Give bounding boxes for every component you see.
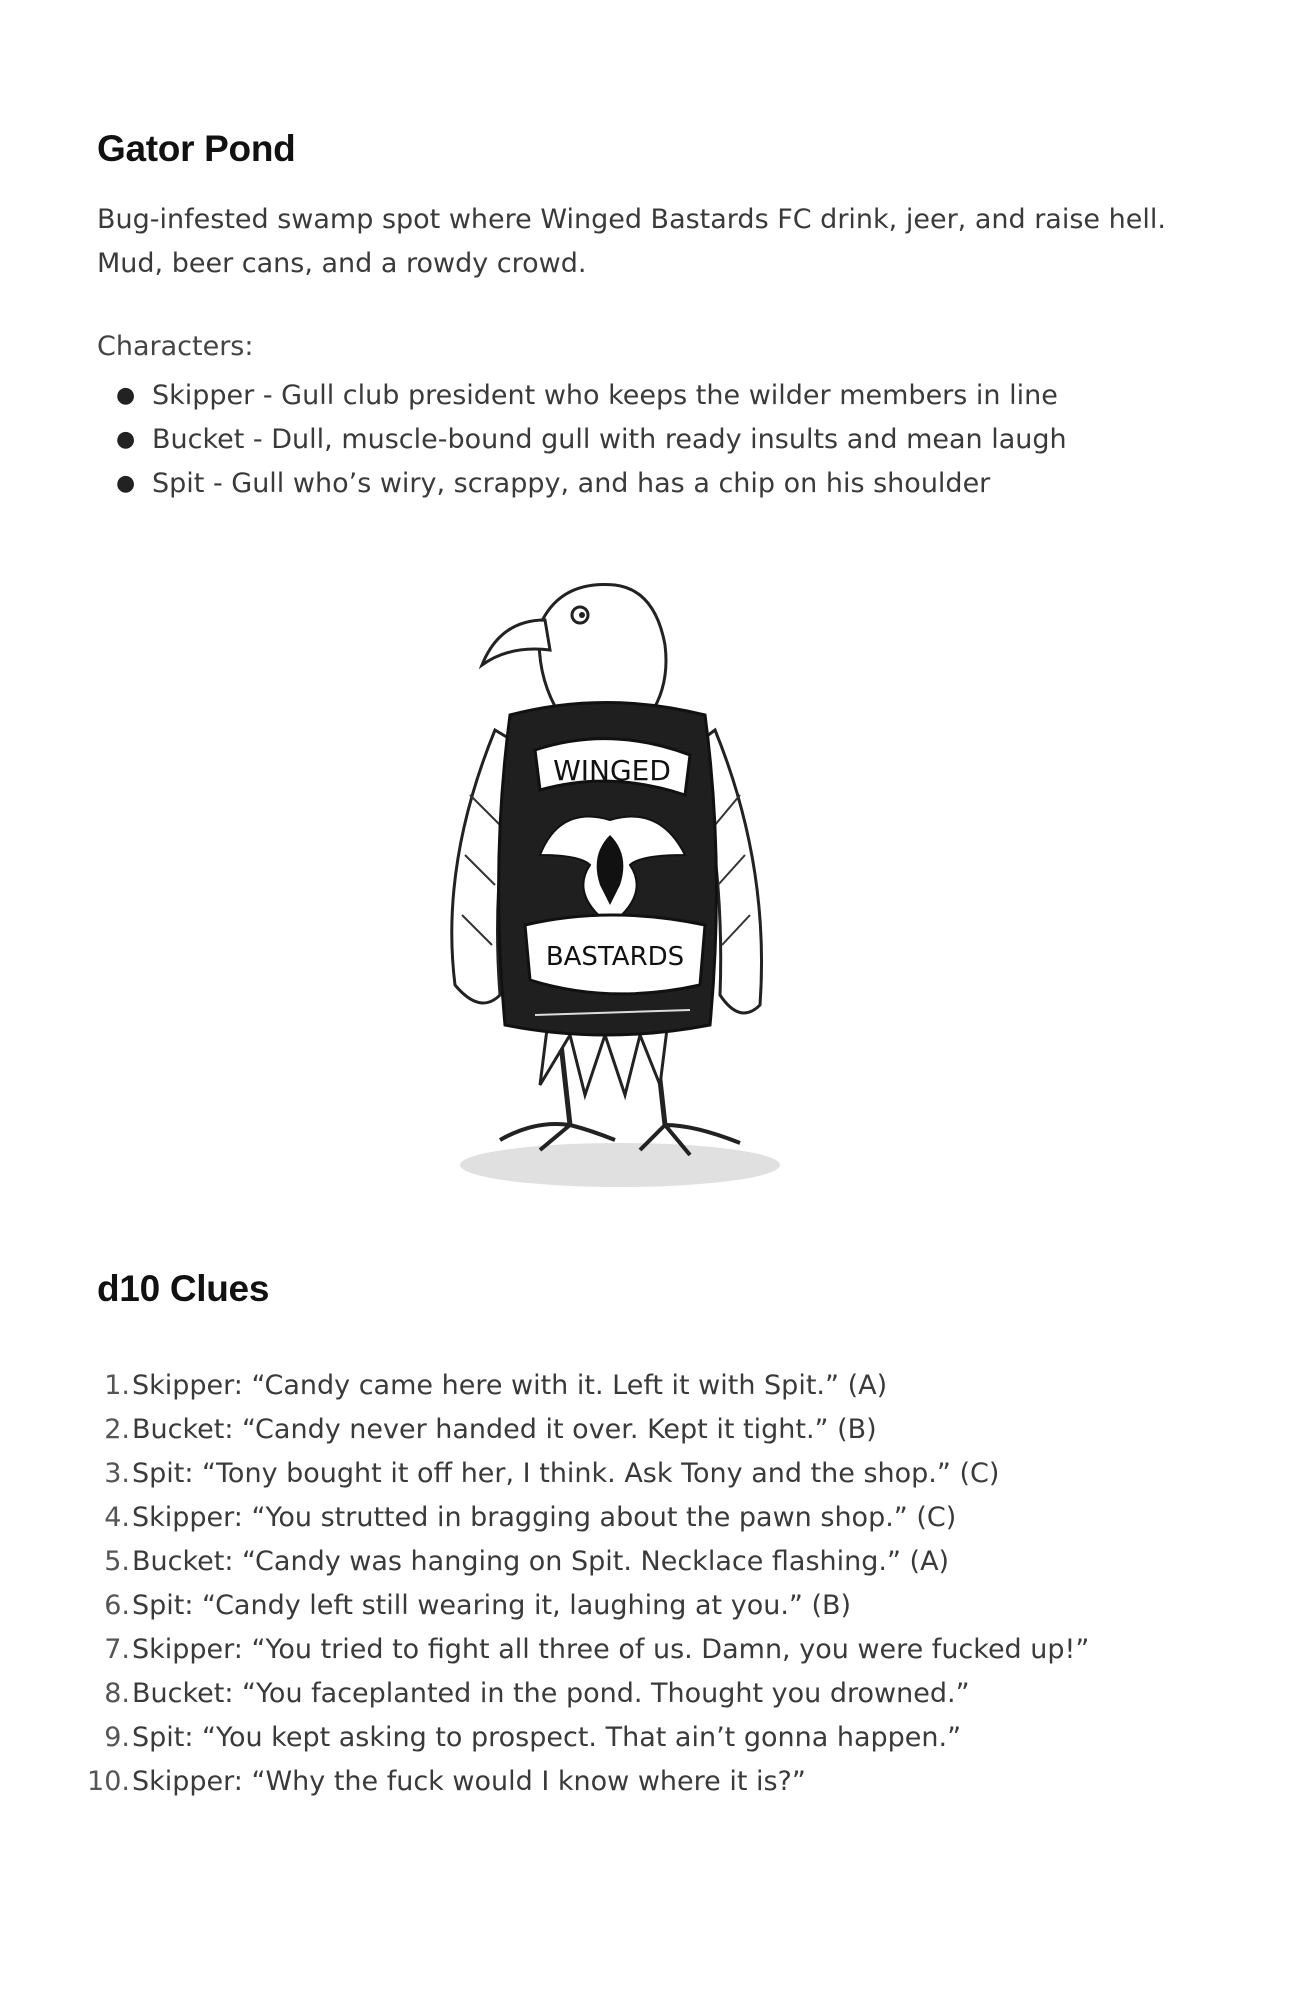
clue-item <box>80 1584 1230 1628</box>
clue-item <box>80 1760 1230 1804</box>
clue-text: Spit: “Tony bought it off her, I think. Ask Tony and the shop.” (C) <box>132 1458 1000 1489</box>
clue-number: 8. <box>104 1678 130 1709</box>
bullet-icon: ● <box>116 427 136 452</box>
clue-list <box>80 1364 1230 1804</box>
character-item <box>112 462 1212 506</box>
patch-top-text: WINGED <box>553 754 671 787</box>
clue-text: Skipper: “Candy came here with it. Left it with Spit.” (A) <box>132 1370 888 1401</box>
clue-item <box>80 1540 1230 1584</box>
gull-biker-vest-illustration <box>440 565 800 1205</box>
clue-number: 10. <box>87 1766 130 1797</box>
clue-number: 9. <box>104 1722 130 1753</box>
character-item <box>112 374 1212 418</box>
page-title: Gator Pond <box>97 128 296 169</box>
clue-text: Spit: “You kept asking to prospect. That ain’t gonna happen.” <box>132 1722 962 1753</box>
character-text: Spit - Gull who’s wiry, scrappy, and has a chip on his shoulder <box>152 468 991 499</box>
character-list <box>112 374 1212 506</box>
clue-text: Bucket: “Candy was hanging on Spit. Necklace flashing.” (A) <box>132 1546 950 1577</box>
location-description: Bug-infested swamp spot where Winged Bastards FC drink, jeer, and raise hell. Mud, beer cans, and a rowdy crowd. <box>97 204 1166 279</box>
clue-item <box>80 1628 1230 1672</box>
clues-heading: d10 Clues <box>97 1268 270 1309</box>
patch-bottom-text: BASTARDS <box>545 942 685 972</box>
character-text: Skipper - Gull club president who keeps the wilder members in line <box>152 380 1058 411</box>
clue-text: Bucket: “You faceplanted in the pond. Thought you drowned.” <box>132 1678 970 1709</box>
clue-item <box>80 1496 1230 1540</box>
clue-number: 2. <box>104 1414 130 1445</box>
clue-number: 5. <box>104 1546 130 1577</box>
characters-label: Characters: <box>97 331 254 362</box>
clue-text: Spit: “Candy left still wearing it, laughing at you.” (B) <box>132 1590 852 1621</box>
clue-item <box>80 1364 1230 1408</box>
clue-text: Skipper: “Why the fuck would I know where it is?” <box>132 1766 806 1797</box>
clue-item <box>80 1408 1230 1452</box>
bullet-icon: ● <box>116 383 136 408</box>
clue-text: Skipper: “You strutted in bragging about the pawn shop.” (C) <box>132 1502 957 1533</box>
character-item <box>112 418 1212 462</box>
clue-number: 1. <box>104 1370 130 1401</box>
clue-item <box>80 1672 1230 1716</box>
clue-number: 3. <box>104 1458 130 1489</box>
clue-text: Skipper: “You tried to fight all three of us. Damn, you were fucked up!” <box>132 1634 1090 1665</box>
clue-item <box>80 1716 1230 1760</box>
clue-number: 6. <box>104 1590 130 1621</box>
clue-number: 7. <box>104 1634 130 1665</box>
clue-text: Bucket: “Candy never handed it over. Kept it tight.” (B) <box>132 1414 877 1445</box>
character-text: Bucket - Dull, muscle-bound gull with ready insults and mean laugh <box>152 424 1067 455</box>
clue-number: 4. <box>104 1502 130 1533</box>
clue-item <box>80 1452 1230 1496</box>
bullet-icon: ● <box>116 471 136 496</box>
